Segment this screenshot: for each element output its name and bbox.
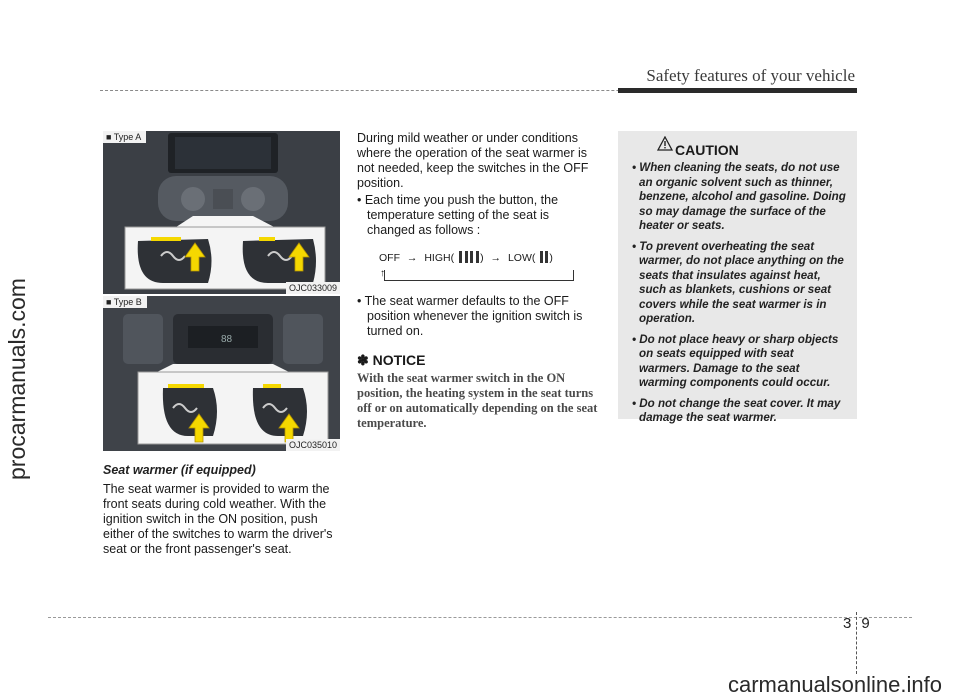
console-photo-type-a [103,131,340,294]
bullet-default-off: • The seat warmer defaults to the OFF position whenever the ignition switch is turned on. [357,294,583,338]
diagram-close: ) [549,252,553,264]
diagram-row [379,251,557,266]
caution-header [627,139,847,161]
caution-box [618,131,857,424]
footer-watermark: carmanualsonline.info [727,672,942,697]
page-index: 9 [861,615,870,632]
notice-title: ✽ NOTICE [357,352,426,368]
footer-dashed-rule [48,617,912,618]
svg-text:88: 88 [221,334,233,345]
caution-item: • Do not change the seat cover. It may damage the seat warmer. [627,397,847,426]
seat-heat-icon [539,251,549,263]
page-header-title: Safety features of your vehicle [646,66,855,85]
diagram-off: OFF [379,252,400,264]
caution-item: • When cleaning the seats, do not use an organic solvent such as thinner, benzene, alcohol and gasoline. Doing so may damage the surface of the heater or seats. [627,161,847,234]
caution-item: • Do not place heavy or sharp objects on seats equipped with seat warmers. Damage to the seat warming components could occur. [627,333,847,391]
warning-triangle-icon [657,136,673,151]
diagram-low: LOW( [507,252,536,264]
chapter-number: 3 [843,615,852,632]
notice-body: With the seat warmer switch in the ON position, the heating system in the seat turns off or on automatically depending on the seat temperature. [357,371,598,430]
diagram-arrow: → [490,252,502,264]
bullet-push-button: • Each time you push the button, the temperature setting of the seat is changed as follows : [357,193,559,237]
side-watermark: procarmanuals.com [4,278,30,480]
figure-tag: ■ Type A [103,131,146,143]
figure-code: OJC033009 [286,282,340,294]
diagram-arrow: → [406,252,418,264]
figure-type-a [103,131,340,294]
page-number [843,615,870,632]
diagram-return-line [384,270,574,281]
diagram-close: ) [480,252,484,264]
diagram-high: HIGH( [424,252,455,264]
caution-item: • To prevent overheating the seat warmer, do not place anything on the seats that insulates against heat, such as blankets, cushions or seat covers while the seat warmer is in operation. [627,240,847,327]
caution-title: CAUTION [675,142,739,158]
weather-paragraph: During mild weather or under conditions where the operation of the seat warmer is not needed, keep the switches in the OFF position. [357,131,589,190]
diagram-up-arrow: ↑ [380,268,385,279]
section-caption: Seat warmer (if equipped) [103,463,256,477]
seat-heat-icon [458,251,480,263]
figure-type-b [103,296,340,451]
figure-code: OJC035010 [286,439,340,451]
column-2 [357,131,599,431]
console-photo-type-b [103,296,340,451]
section-intro: The seat warmer is provided to warm the front seats during cold weather. With the ignition switch in the ON position, push either of the switches to warm the driver's seat or the front passenger's seat. [103,482,333,556]
header-bar [618,88,857,93]
setting-cycle-diagram [357,244,599,290]
caution-list [627,161,847,426]
figure-tag: ■ Type B [103,296,147,308]
